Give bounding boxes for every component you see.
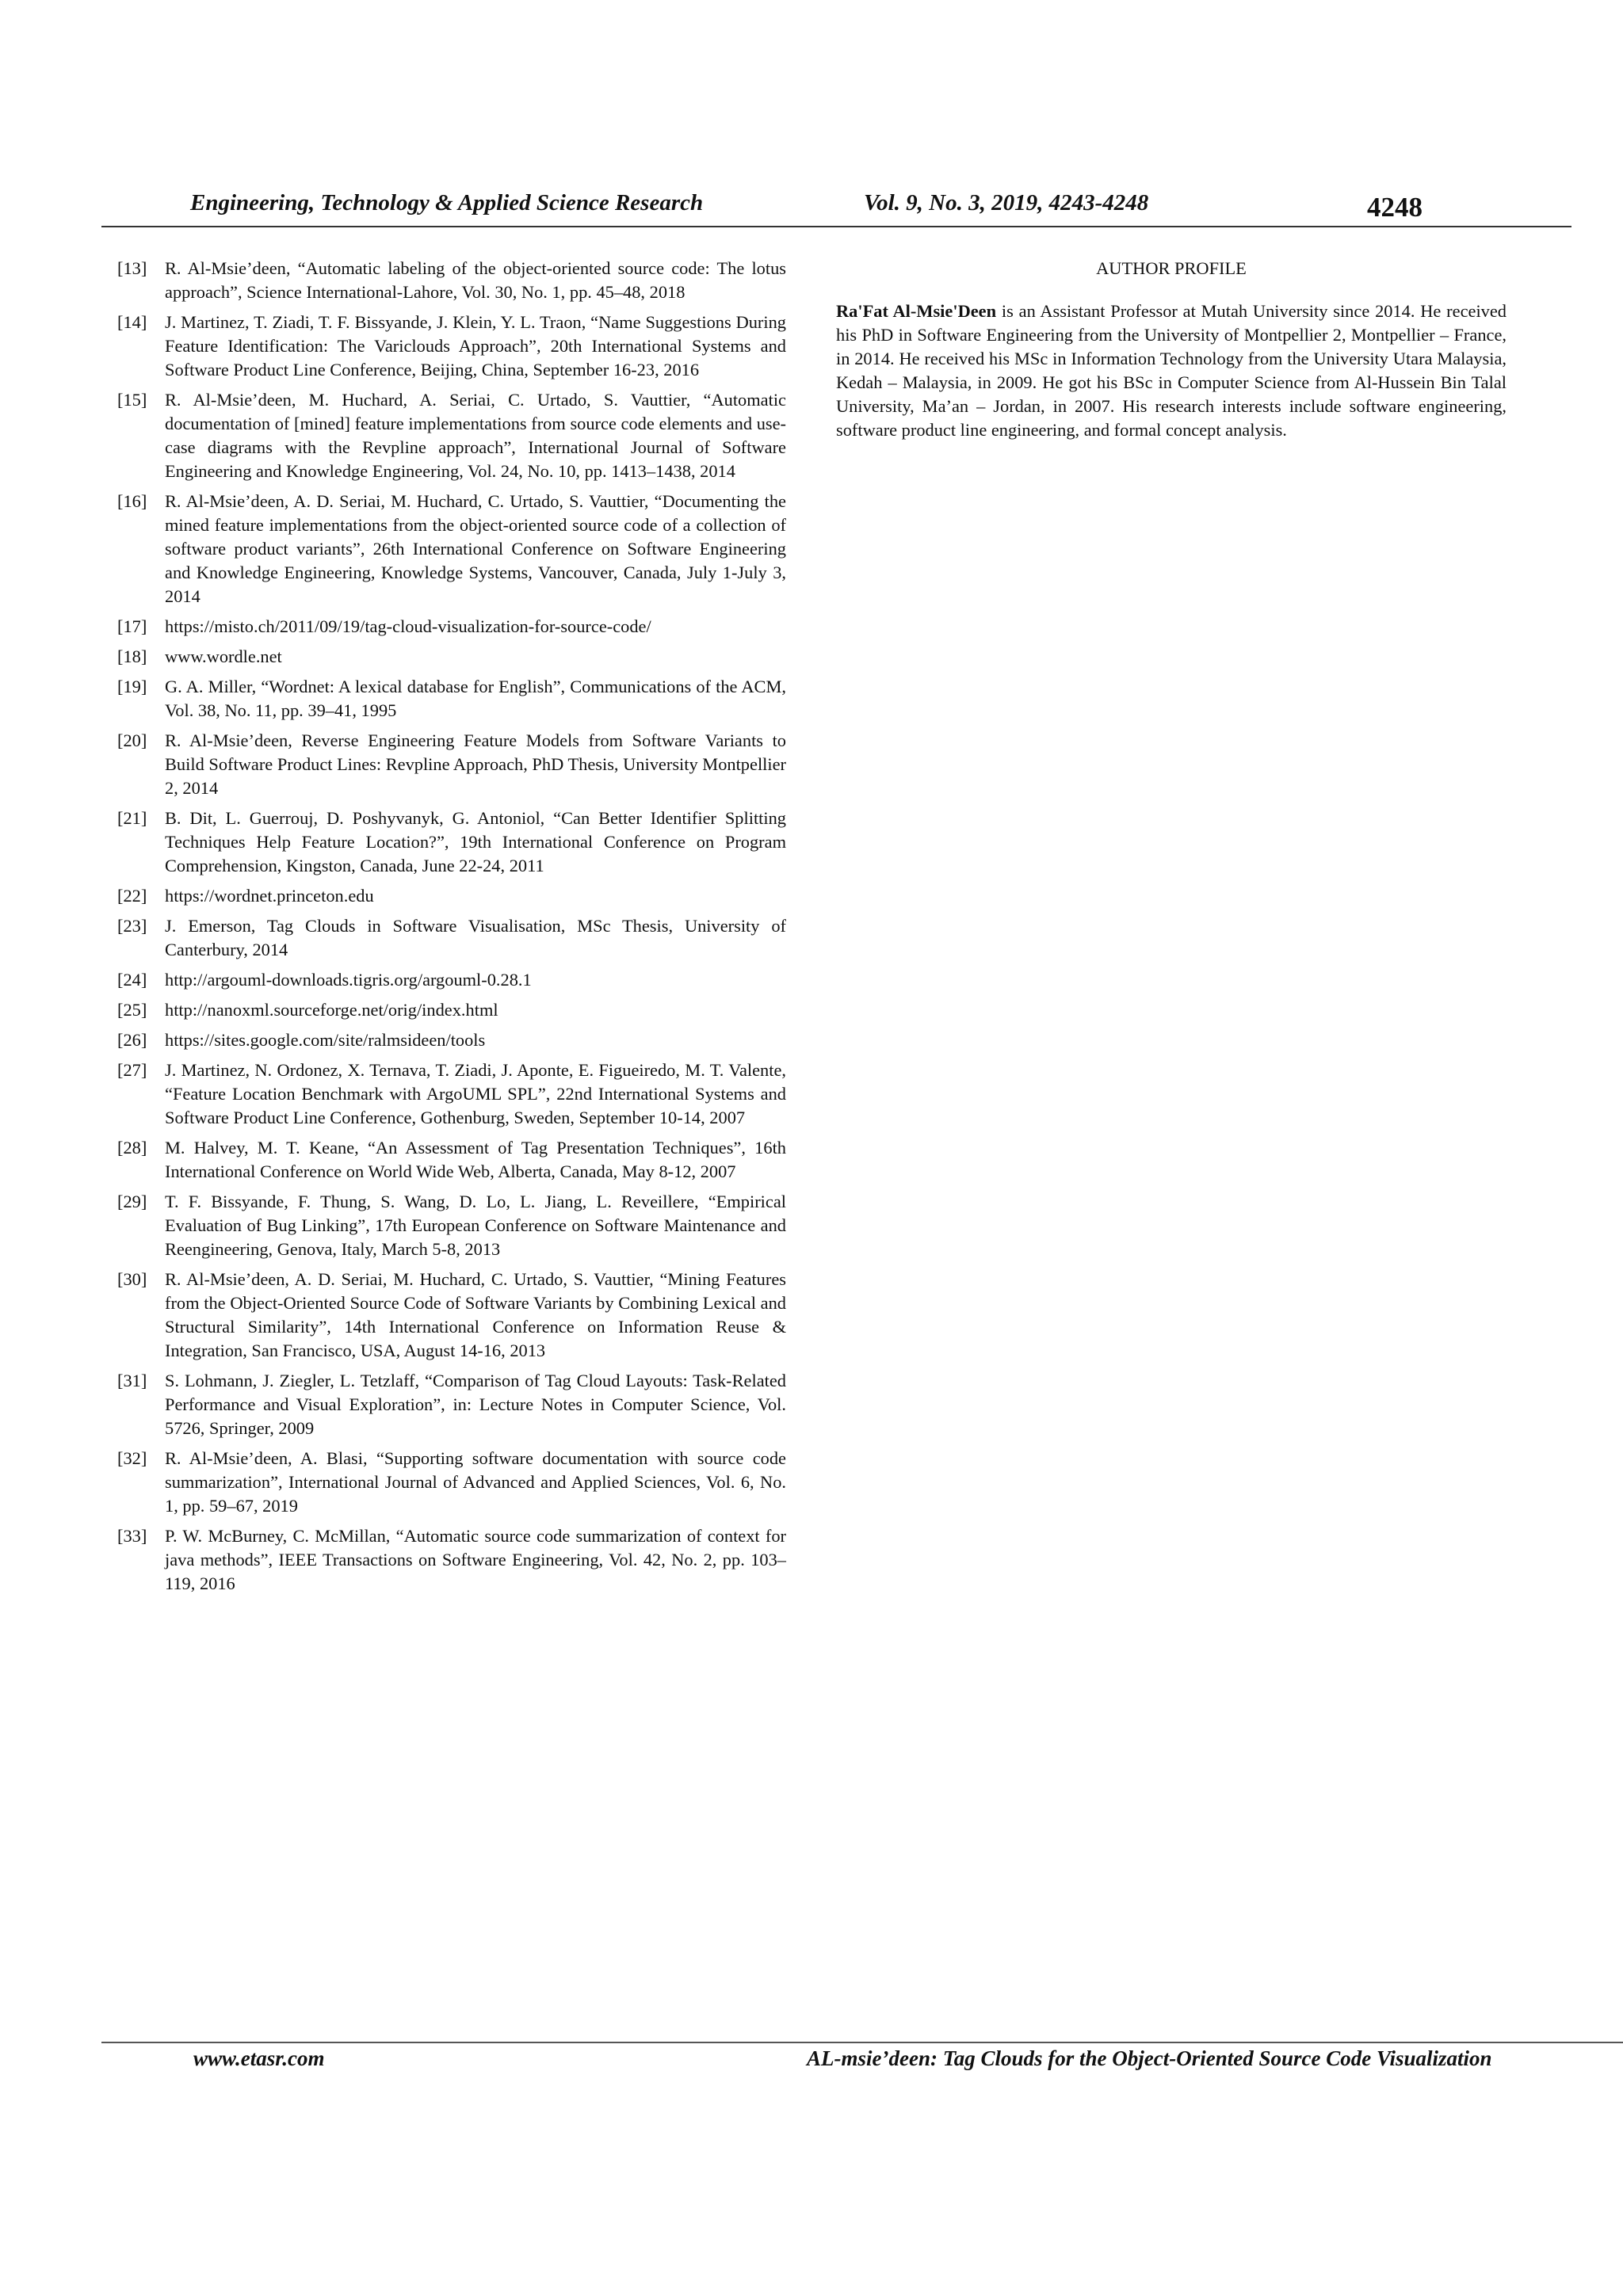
page-footer	[101, 2046, 1571, 2081]
reference-text: T. F. Bissyande, F. Thung, S. Wang, D. Lo, L. Jiang, L. Reveillere, “Empirical Evaluation of Bug Linking”, 17th European Conference on Software Maintenance and Reengineering, Genova, Italy, March 5-8, 2013	[165, 1192, 786, 1259]
page-header	[101, 190, 1571, 228]
reference-item	[117, 1447, 786, 1518]
reference-item	[117, 257, 786, 304]
reference-number: [21]	[117, 808, 147, 828]
reference-number: [18]	[117, 646, 147, 666]
reference-number: [24]	[117, 970, 147, 990]
author-bio	[836, 299, 1507, 442]
author-bio-text: is an Assistant Professor at Mutah University since 2014. He received his PhD in Software Engineering from the University of Montpellier 2, Montpellier – France, in 2014. He received his MSc in Information Technology from the University Utara Malaysia, Kedah – Malaysia, in 2009. He got his BSc in Computer Science from Al-Hussein Bin Talal University, Ma’an – Jordan, in 2007. His research interests include software engineering, software product line engineering, and formal concept analysis.	[836, 301, 1507, 440]
reference-number: [26]	[117, 1030, 147, 1050]
author-profile	[836, 257, 1507, 442]
reference-text: J. Martinez, T. Ziadi, T. F. Bissyande, J. Klein, Y. L. Traon, “Name Suggestions During Feature Identification: The Variclouds Approach”, 20th International Systems and Software Product Line Conference, Beijing, China, September 16-23, 2016	[165, 312, 786, 379]
reference-text: J. Martinez, N. Ordonez, X. Ternava, T. Ziadi, J. Aponte, E. Figueiredo, M. T. Valente, “Feature Location Benchmark with ArgoUML SPL”, 22nd International Systems and Software Product Line Conference, Gothenburg, Sweden, September 10-14, 2007	[165, 1060, 786, 1127]
reference-number: [20]	[117, 730, 147, 750]
reference-number: [27]	[117, 1060, 147, 1080]
reference-text: P. W. McBurney, C. McMillan, “Automatic source code summarization of context for java methods”, IEEE Transactions on Software Engineering, Vol. 42, No. 2, pp. 103–119, 2016	[165, 1526, 786, 1593]
author-name: Ra'Fat Al-Msie'Deen	[836, 301, 997, 321]
reference-item	[117, 675, 786, 723]
reference-item	[117, 388, 786, 483]
reference-number: [29]	[117, 1192, 147, 1211]
author-profile-heading: AUTHOR PROFILE	[1096, 258, 1247, 278]
reference-text: S. Lohmann, J. Ziegler, L. Tetzlaff, “Comparison of Tag Cloud Layouts: Task-Related Performance and Visual Exploration”, in: Lecture Notes in Computer Science, Vol. 5726, Springer, 2009	[165, 1371, 786, 1438]
reference-text: M. Halvey, M. T. Keane, “An Assessment of Tag Presentation Techniques”, 16th International Conference on World Wide Web, Alberta, Canada, May 8-12, 2007	[165, 1138, 786, 1181]
reference-number: [31]	[117, 1371, 147, 1390]
reference-number: [23]	[117, 916, 147, 936]
reference-number: [25]	[117, 1000, 147, 1020]
reference-item	[117, 1524, 786, 1596]
reference-item	[117, 615, 786, 639]
reference-item	[117, 645, 786, 669]
reference-item	[117, 729, 786, 800]
reference-text: https://sites.google.com/site/ralmsideen/tools	[165, 1030, 486, 1050]
references-list	[117, 257, 786, 1602]
reference-item	[117, 884, 786, 908]
reference-number: [14]	[117, 312, 147, 332]
reference-text: R. Al-Msie’deen, Reverse Engineering Feature Models from Software Variants to Build Software Product Lines: Revpline Approach, PhD Thesis, University Montpellier 2, 2014	[165, 730, 786, 798]
reference-text: http://nanoxml.sourceforge.net/orig/index.html	[165, 1000, 498, 1020]
footer-paper-title: AL-msie’deen: Tag Clouds for the Object-Oriented Source Code Visualization	[807, 2046, 1492, 2070]
volume-info: Vol. 9, No. 3, 2019, 4243-4248	[864, 190, 1149, 215]
reference-item	[117, 490, 786, 608]
footer-website: www.etasr.com	[193, 2046, 325, 2070]
footer-rule	[101, 2042, 1623, 2043]
reference-number: [17]	[117, 616, 147, 636]
reference-item	[117, 1369, 786, 1440]
journal-name: Engineering, Technology & Applied Science Research	[190, 190, 704, 215]
reference-text: G. A. Miller, “Wordnet: A lexical database for English”, Communications of the ACM, Vol. 38, No. 11, pp. 39–41, 1995	[165, 677, 786, 720]
reference-number: [30]	[117, 1269, 147, 1289]
reference-text: R. Al-Msie’deen, A. D. Seriai, M. Huchard, C. Urtado, S. Vauttier, “Mining Features from the Object-Oriented Source Code of Software Variants by Combining Lexical and Structural Similarity”, 14th International Conference on Information Reuse & Integration, San Francisco, USA, August 14-16, 2013	[165, 1269, 786, 1360]
reference-text: R. Al-Msie’deen, M. Huchard, A. Seriai, C. Urtado, S. Vauttier, “Automatic documentation of [mined] feature implementations from source code elements and use-case diagrams with the Revpline approach”, International Journal of Software Engineering and Knowledge Engineering, Vol. 24, No. 10, pp. 1413–1438, 2014	[165, 390, 786, 481]
reference-item	[117, 1058, 786, 1130]
reference-text: https://misto.ch/2011/09/19/tag-cloud-visualization-for-source-code/	[165, 616, 651, 636]
reference-item	[117, 914, 786, 962]
reference-text: R. Al-Msie’deen, A. D. Seriai, M. Huchard, C. Urtado, S. Vauttier, “Documenting the mined feature implementations from the object-oriented source code of a collection of software product variants”, 26th International Conference on Software Engineering and Knowledge Engineering, Knowledge Systems, Vancouver, Canada, July 1-July 3, 2014	[165, 491, 786, 606]
reference-item	[117, 807, 786, 878]
page-number: 4248	[1367, 192, 1423, 223]
reference-item	[117, 311, 786, 382]
reference-text: J. Emerson, Tag Clouds in Software Visualisation, MSc Thesis, University of Canterbury, 2014	[165, 916, 786, 959]
reference-item	[117, 1028, 786, 1052]
reference-number: [33]	[117, 1526, 147, 1546]
reference-text: B. Dit, L. Guerrouj, D. Poshyvanyk, G. Antoniol, “Can Better Identifier Splitting Techniques Help Feature Location?”, 19th International Conference on Program Comprehension, Kingston, Canada, June 22-24, 2011	[165, 808, 786, 875]
reference-number: [13]	[117, 258, 147, 278]
reference-item	[117, 998, 786, 1022]
reference-item	[117, 1268, 786, 1363]
header-rule	[101, 226, 1571, 227]
reference-number: [22]	[117, 886, 147, 906]
reference-item	[117, 968, 786, 992]
reference-number: [16]	[117, 491, 147, 511]
reference-number: [28]	[117, 1138, 147, 1158]
reference-number: [19]	[117, 677, 147, 696]
reference-text: R. Al-Msie’deen, “Automatic labeling of the object-oriented source code: The lotus approach”, Science International-Lahore, Vol. 30, No. 1, pp. 45–48, 2018	[165, 258, 786, 302]
reference-text: https://wordnet.princeton.edu	[165, 886, 374, 906]
reference-item	[117, 1136, 786, 1184]
reference-text: http://argouml-downloads.tigris.org/argouml-0.28.1	[165, 970, 532, 990]
reference-number: [15]	[117, 390, 147, 410]
reference-number: [32]	[117, 1448, 147, 1468]
reference-item	[117, 1190, 786, 1261]
reference-text: www.wordle.net	[165, 646, 282, 666]
reference-text: R. Al-Msie’deen, A. Blasi, “Supporting software documentation with source code summarization”, International Journal of Advanced and Applied Sciences, Vol. 6, No. 1, pp. 59–67, 2019	[165, 1448, 786, 1516]
